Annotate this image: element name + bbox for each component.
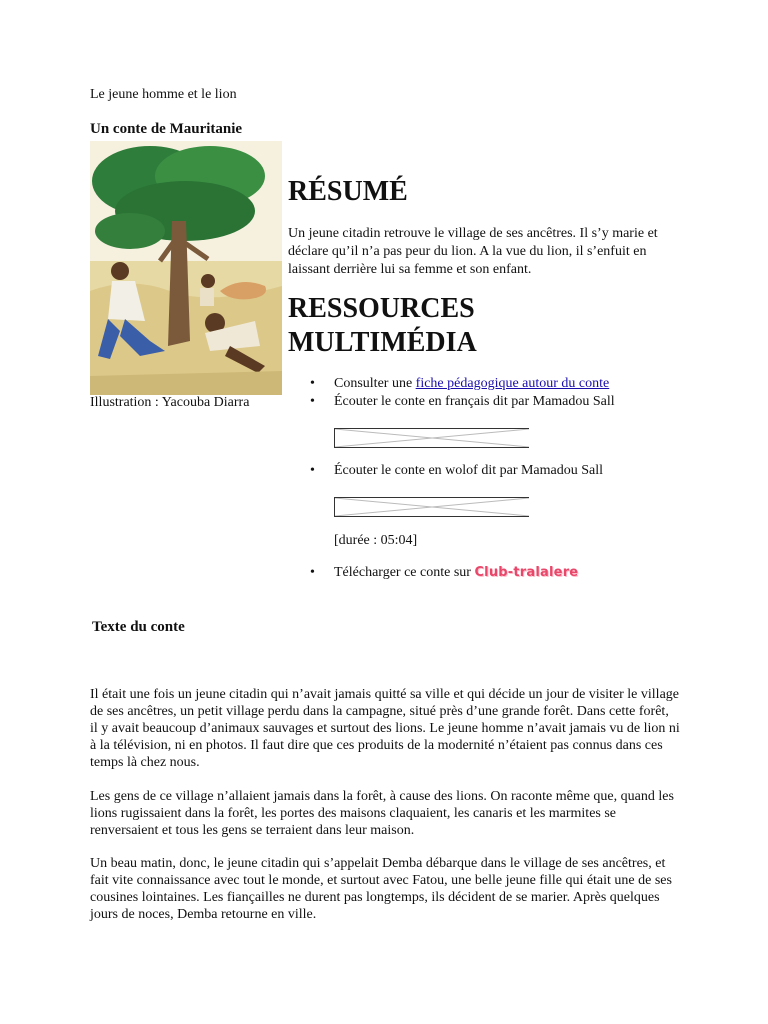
list-item-text: Écouter le conte en wolof dit par Mamadou Sall <box>334 463 604 478</box>
document-subtitle: Un conte de Mauritanie <box>90 121 243 137</box>
list-item <box>310 565 579 581</box>
list-item-text: Consulter une <box>334 376 416 391</box>
texte-heading: Texte du conte <box>92 619 185 635</box>
story-paragraph: Un beau matin, donc, le jeune citadin qui s’appelait Demba débarque dans le village de ses ancêtres, et fait vite connaissance avec tout le monde, et surtout avec Fatou, une belle jeune fille qui était une de ses cousines lointaines. Les fiançailles ne durent pas longtemps, ils décident de se marier. Après quelques jours de noces, Demba retourne en ville. <box>90 856 672 922</box>
bullet-icon: • <box>310 394 315 409</box>
bullet-icon: • <box>310 463 315 478</box>
bullet-icon: • <box>310 376 315 391</box>
bullet-icon: • <box>310 565 315 580</box>
list-item <box>310 394 615 410</box>
list-item-text: Écouter le conte en français dit par Mamadou Sall <box>334 394 615 409</box>
broken-media-icon <box>335 429 529 447</box>
story-paragraph: Les gens de ce village n’allaient jamais dans la forêt, à cause des lions. On raconte même que, quand les lions rugissaient dans la forêt, les portes des maisons claquaient, les canaris et les marmites se renversaient et tous les gens se terraient dans leur maison. <box>90 789 674 838</box>
fiche-pedagogique-link[interactable]: fiche pédagogique autour du conte <box>415 376 610 391</box>
broken-media-icon <box>335 498 529 516</box>
document-title: Le jeune homme et le lion <box>90 87 237 102</box>
story-paragraph: Il était une fois un jeune citadin qui n’avait jamais quitté sa ville et qui décide un jour de visiter le village de ses ancêtres, un petit village perdu dans la campagne, situé près d’une grande forêt. Dans cette forêt, il y avait beaucoup d’animaux sauvages et surtout des lions. Le jeune homme n’avait jamais vu de lion ni à la télévision, ni en photos. Il faut dire que ces produits de la modernité n’étaient pas connus dans ces temps là chez nous. <box>90 687 680 770</box>
tale-illustration <box>90 141 282 395</box>
audio-duration: [durée : 05:04] <box>334 533 418 548</box>
list-item <box>310 376 610 392</box>
list-item <box>310 463 604 479</box>
audio-player-wolof[interactable] <box>334 497 529 517</box>
list-item-text: Télécharger ce conte sur <box>334 565 475 580</box>
club-tralalere-logo[interactable]: Club-tralalere <box>474 565 579 580</box>
audio-player-francais[interactable] <box>334 428 529 448</box>
resume-heading: RÉSUMÉ <box>288 176 408 207</box>
tale-illustration-drawing <box>90 141 282 395</box>
illustration-caption: Illustration : Yacouba Diarra <box>90 395 250 410</box>
resume-text: Un jeune citadin retrouve le village de ses ancêtres. Il s’y marie et déclare qu’il n’a pas peur du lion. A la vue du lion, il s’enfuit en laissant derrière lui sa femme et son enfant. <box>288 226 658 278</box>
ressources-heading: RESSOURCES MULTIMÉDIA <box>288 293 477 358</box>
